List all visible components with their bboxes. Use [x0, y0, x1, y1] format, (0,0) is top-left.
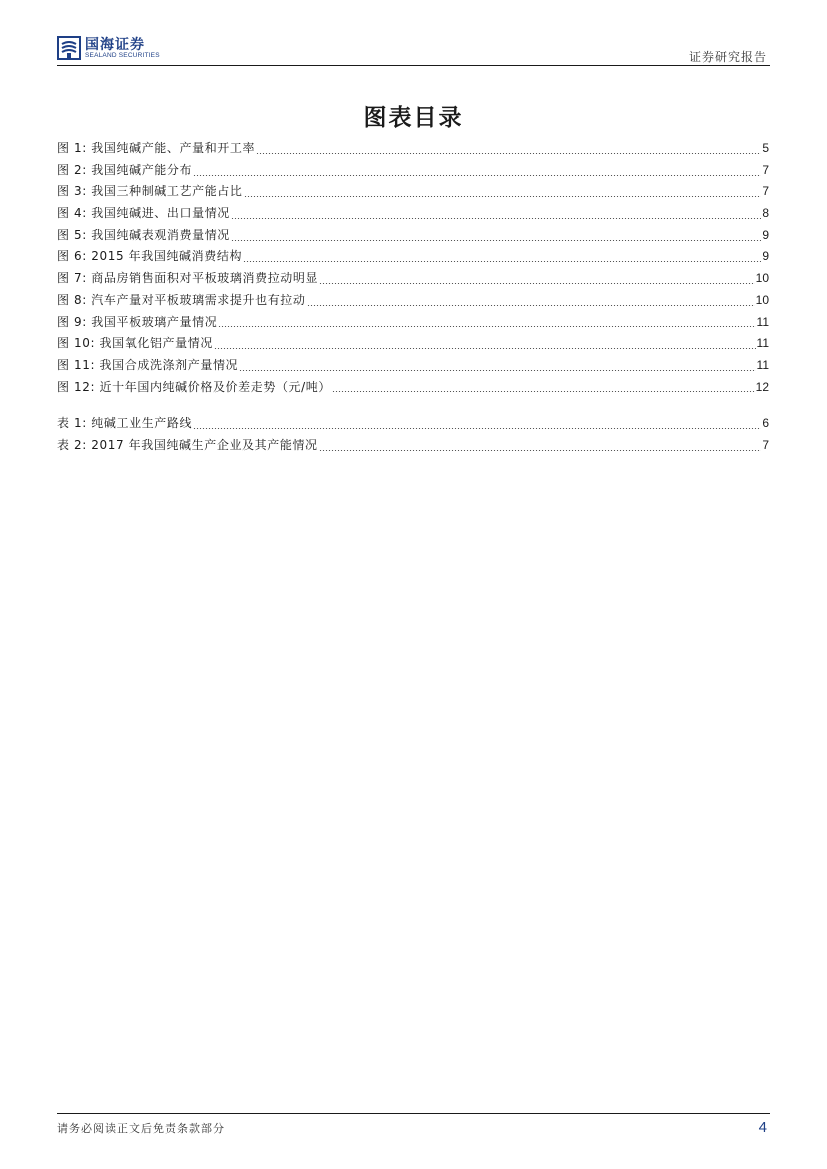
dot-leader	[231, 207, 761, 221]
dot-leader	[319, 272, 755, 286]
dot-leader	[231, 229, 761, 243]
figure-toc-entry[interactable]	[57, 355, 769, 377]
toc-entry-label: 图 12: 近十年国内纯碱价格及价差走势（元/吨）	[57, 379, 331, 394]
toc-entry-label: 图 1: 我国纯碱产能、产量和开工率	[57, 141, 256, 155]
toc-entry-label: 图 4: 我国纯碱进、出口量情况	[57, 206, 230, 221]
dot-leader	[332, 380, 755, 394]
toc-entry-page: 11	[756, 314, 769, 329]
figure-toc-entry[interactable]	[57, 203, 769, 225]
toc-entry-page: 12	[755, 379, 769, 394]
figure-toc-entry[interactable]	[57, 312, 769, 334]
toc-entry-label: 图 5: 我国纯碱表观消费量情况	[57, 227, 230, 242]
figures-list	[57, 138, 769, 398]
dot-leader	[214, 337, 756, 351]
figure-toc-entry[interactable]	[57, 225, 769, 247]
toc-entry-label: 图 10: 我国氧化铝产量情况	[57, 336, 213, 351]
dot-leader	[319, 439, 762, 453]
table-of-contents	[57, 138, 769, 457]
toc-entry-label: 图 7: 商品房销售面积对平板玻璃消费拉动明显	[57, 271, 319, 286]
report-type-label: 证券研究报告	[688, 50, 767, 64]
dot-leader	[239, 359, 755, 373]
figure-toc-entry[interactable]	[57, 290, 769, 312]
page-header	[0, 0, 827, 70]
table-toc-entry[interactable]	[57, 435, 769, 457]
toc-entry-page: 9	[762, 249, 769, 264]
figure-toc-entry[interactable]	[57, 160, 769, 182]
footer-divider	[57, 1113, 770, 1114]
figure-toc-entry[interactable]	[57, 181, 769, 203]
toc-entry-label: 图 2: 我国纯碱产能分布	[57, 162, 193, 177]
toc-entry-page: 6	[762, 416, 769, 431]
toc-entry-page: 11	[756, 357, 769, 372]
toc-entry-page: 7	[762, 162, 769, 177]
toc-entry-page: 10	[755, 271, 769, 286]
toc-entry-page: 9	[762, 227, 769, 242]
toc-entry-page: 10	[755, 292, 769, 307]
section-gap	[57, 398, 769, 413]
dot-leader	[256, 142, 761, 156]
toc-entry-page: 11	[756, 336, 769, 351]
figure-toc-entry[interactable]	[57, 333, 769, 355]
footer-disclaimer: 请务必阅读正文后免责条款部分	[57, 1122, 225, 1135]
logo-chinese-name: 国海证券	[85, 37, 145, 53]
toc-entry-label: 图 11: 我国合成洗涤剂产量情况	[57, 357, 239, 372]
toc-entry-page: 7	[762, 184, 769, 199]
figure-toc-entry[interactable]	[57, 246, 769, 268]
toc-entry-label: 表 2: 2017 年我国纯碱生产企业及其产能情况	[57, 437, 318, 452]
dot-leader	[243, 250, 761, 264]
figure-toc-entry[interactable]	[57, 138, 769, 160]
page-title: 图表目录	[363, 105, 464, 131]
toc-entry-label: 表 1: 纯碱工业生产路线	[57, 416, 193, 431]
toc-entry-label: 图 9: 我国平板玻璃产量情况	[57, 314, 218, 329]
header-divider	[57, 65, 770, 66]
dot-leader	[193, 417, 761, 431]
figure-toc-entry[interactable]	[57, 377, 769, 399]
dot-leader	[307, 294, 755, 308]
figure-toc-entry[interactable]	[57, 268, 769, 290]
toc-entry-label: 图 6: 2015 年我国纯碱消费结构	[57, 249, 243, 264]
dot-leader	[193, 164, 761, 178]
dot-leader	[218, 315, 755, 329]
company-logo	[57, 36, 217, 64]
toc-entry-label: 图 3: 我国三种制碱工艺产能占比	[57, 184, 243, 199]
tables-list	[57, 413, 769, 456]
toc-entry-page: 8	[762, 206, 769, 221]
page-number: 4	[758, 1119, 767, 1136]
dot-leader	[244, 185, 762, 199]
toc-entry-page: 7	[762, 437, 769, 452]
sealand-logo-icon	[57, 36, 81, 60]
table-toc-entry[interactable]	[57, 413, 769, 435]
logo-english-name: SEALAND SECURITIES	[85, 52, 160, 59]
toc-entry-page: 5	[762, 141, 769, 155]
toc-entry-label: 图 8: 汽车产量对平板玻璃需求提升也有拉动	[57, 292, 306, 307]
